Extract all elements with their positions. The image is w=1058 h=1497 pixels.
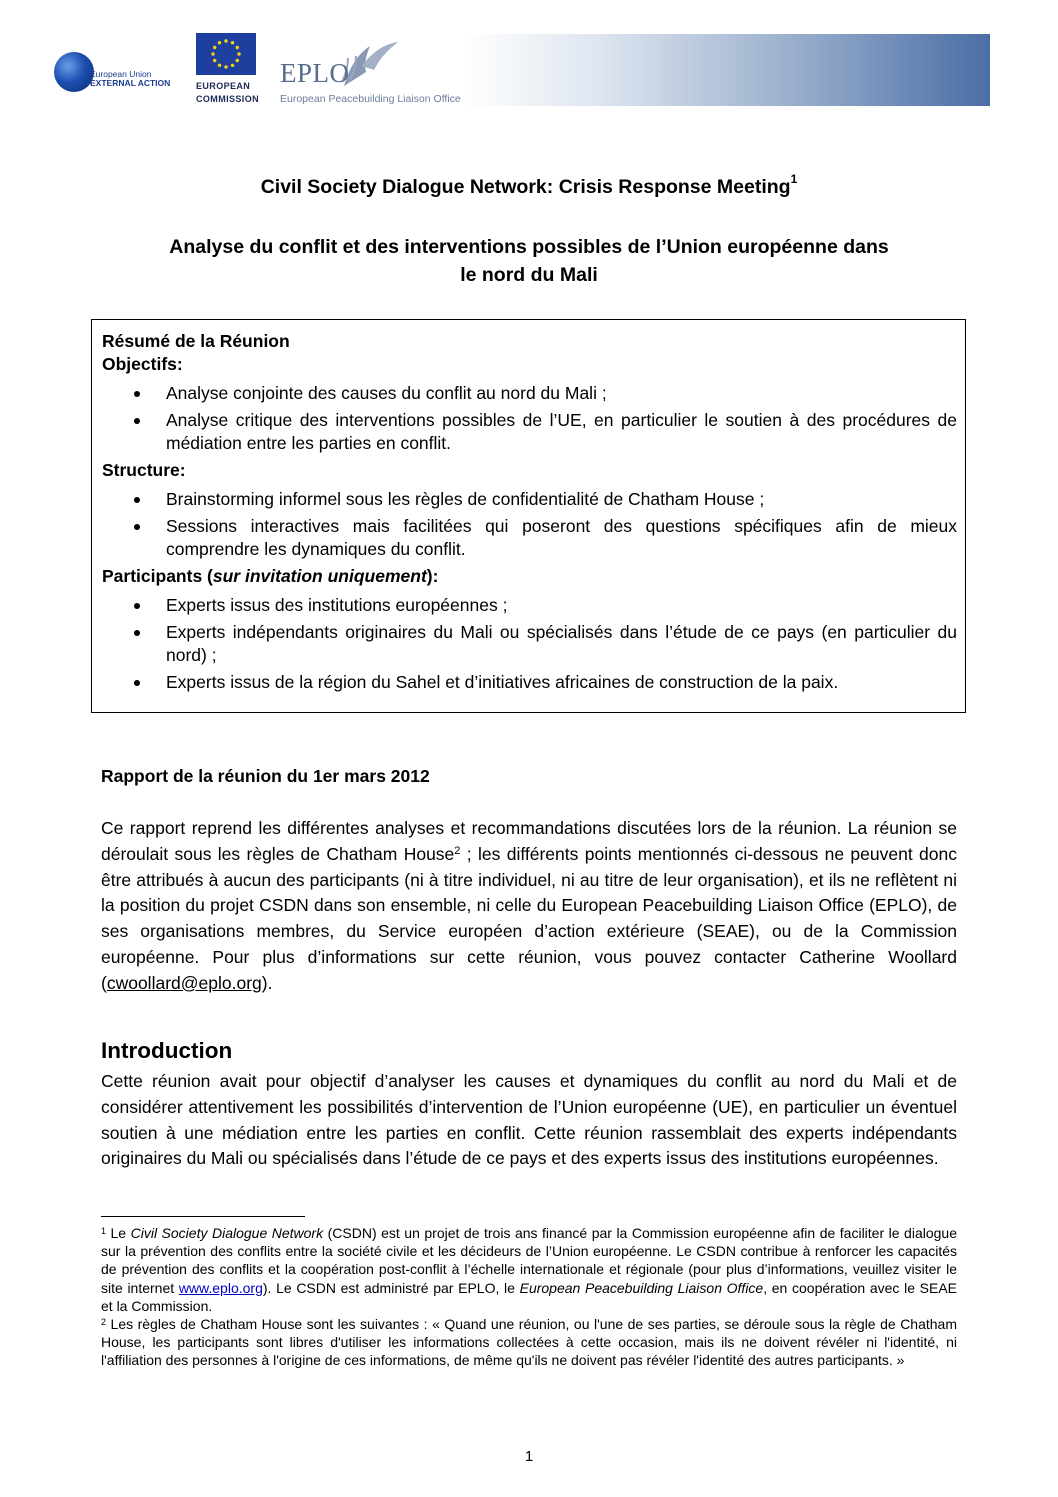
footnote-1-em2: European Peacebuilding Liaison Office: [519, 1279, 764, 1296]
participants-label: [102, 565, 957, 588]
eeas-logo: [54, 50, 194, 96]
list-item-text: Analyse conjointe des causes du conflit au nord du Mali ;: [166, 383, 607, 403]
eplo-logo-subtitle: European Peacebuilding Liaison Office: [280, 93, 461, 105]
report-text-c: ).: [261, 972, 273, 993]
footnote-2: [101, 1315, 957, 1370]
report-text-b: ; les différents points mentionnés ci-dessous ne peuvent donc être attribués à aucun des participants (ni à titre individuel, ni au titre de leur organisation), et ils ne reflètent ni la position du projet CSDN dans son ensemble, ni celle du European Peacebuilding Liaison Office (EPLO), de ses organisations membres, du Service européen d’action extérieure (SEAE), ou de la Commission européenne. Pour plus d’informations sur cette réunion, vous pouvez contacter Catherine Woollard (: [101, 843, 957, 993]
list-item-text: Brainstorming informel sous les règles de confidentialité de Chatham House ;: [166, 489, 765, 509]
footnote-separator: [101, 1216, 305, 1217]
participants-label-a: Participants (: [102, 566, 213, 586]
footnote-1-text-d: , en coopération avec le SEAE et la Commission.: [101, 1279, 957, 1314]
footnote-1-number: 1: [101, 1226, 107, 1236]
header-gradient-band: [462, 34, 990, 106]
document-title: [101, 172, 957, 199]
eplo-logo-name: EPLO: [280, 58, 350, 88]
introduction-paragraph: Cette réunion avait pour objectif d’analyser les causes et dynamiques du conflit au nord du Mali et de considérer attentivement les possibilités d’intervention de l’Union européenne (UE), en particulier un éventuel soutien à une médiation entre les parties en conflit. Cette réunion rassemblait des experts indépendants originaires du Mali ou spécialisés dans l’étude de ce pays et des experts issus des institutions européennes.: [101, 1071, 957, 1169]
eeas-logo-line2: EXTERNAL ACTION: [90, 78, 171, 88]
footnotes: [101, 1224, 957, 1370]
structure-label: Structure:: [102, 460, 186, 480]
document-subtitle: [101, 233, 957, 289]
list-item-text: Analyse critique des interventions possibles de l’UE, en particulier le soutien à des procédures de médiation entre les parties en conflit.: [166, 410, 957, 453]
document-title-text: Civil Society Dialogue Network: Crisis Response Meeting: [260, 176, 791, 198]
list-item: [102, 515, 957, 561]
list-item: [102, 382, 957, 405]
eplo-website-link[interactable]: www.eplo.org: [178, 1279, 263, 1296]
subtitle-line-2: le nord du Mali: [460, 264, 598, 286]
contact-email-link[interactable]: cwoollard@eplo.org: [106, 972, 262, 993]
ec-logo-text: [196, 80, 259, 106]
report-heading: Rapport de la réunion du 1er mars 2012: [101, 766, 430, 786]
footnote-ref-2: 2: [454, 844, 461, 857]
summary-heading: Résumé de la Réunion: [102, 331, 290, 351]
list-item: [102, 409, 957, 455]
list-item: [102, 488, 957, 511]
footnote-2-text: Les règles de Chatham House sont les suivantes : « Quand une réunion, ou l'une de ses parties, se déroule sous la règle de Chatham House, les participants sont libres d'utiliser les informations collectées à cette occasion, mais ils ne doivent révéler ni l'identité, ni l'affiliation des personnes à l'origine de ces informations, de même qu'ils ne doivent pas révéler l'identité des autres participants. »: [101, 1316, 957, 1369]
list-item: [102, 671, 957, 694]
page-number: 1: [524, 1448, 534, 1465]
globe-icon: [54, 52, 94, 92]
bullet-icon: [134, 680, 140, 686]
footnote-ref-1: 1: [790, 172, 798, 186]
structure-list: [102, 488, 957, 561]
list-item-text: Experts issus des institutions européennes ;: [166, 595, 508, 615]
bullet-icon: [134, 497, 140, 503]
participants-list: [102, 594, 957, 694]
meeting-summary-box: [91, 319, 966, 713]
list-item-text: Experts indépendants originaires du Mali ou spécialisés dans l’étude de ce pays (en particulier du nord) ;: [166, 622, 957, 665]
list-item-text: Experts issus de la région du Sahel et d’initiatives africaines de construction de la paix.: [166, 672, 839, 692]
list-item: [102, 621, 957, 667]
list-item: [102, 594, 957, 617]
bullet-icon: [134, 524, 140, 530]
page-header: [0, 0, 1058, 130]
footnote-1-text-a: Le: [106, 1225, 131, 1241]
bullet-icon: [134, 630, 140, 636]
list-item-text: Sessions interactives mais facilitées qui poseront des questions spécifiques afin de mieux comprendre les dynamiques du conflit.: [166, 516, 957, 559]
report-text-a: Ce rapport reprend les différentes analyses et recommandations discutées lors de la réunion. La réunion se déroulait sous les règles de Chatham House: [101, 818, 957, 864]
footnote-1: [101, 1224, 957, 1315]
report-paragraph: [101, 816, 957, 997]
subtitle-line-1: Analyse du conflit et des interventions possibles de l’Union européenne dans: [169, 236, 889, 258]
bullet-icon: [134, 603, 140, 609]
footnote-1-em: Civil Society Dialogue Network: [130, 1225, 324, 1241]
ec-logo-line2: COMMISSION: [196, 94, 260, 104]
footnote-1-text-c: ). Le CSDN est administré par EPLO, le: [262, 1279, 520, 1296]
footnote-1-text-b: (CSDN) est un projet de trois ans financé par la Commission européenne afin de faciliter le dialogue sur la prévention des conflits entre la société civile et les décideurs de l’Union européenne. Le CSDN contribue à renforcer les capacités de prévention des conflits et la coopération post-conflit à l’échelle internationale et régionale (pour plus d’informations, veuillez visiter le site internet: [101, 1225, 957, 1296]
eplo-logo: [280, 36, 460, 108]
objectives-list: [102, 382, 957, 455]
eeas-logo-line1: European Union: [90, 69, 152, 79]
introduction-heading: Introduction: [101, 1038, 233, 1063]
bullet-icon: [134, 418, 140, 424]
footnote-2-number: 2: [101, 1317, 107, 1328]
ec-logo-line1: EUROPEAN: [196, 81, 251, 91]
participants-label-em: sur invitation uniquement: [212, 566, 427, 586]
objectives-label: Objectifs:: [102, 354, 183, 374]
eu-flag-icon: [196, 33, 256, 75]
bullet-icon: [134, 391, 140, 397]
participants-label-c: ):: [426, 566, 439, 586]
